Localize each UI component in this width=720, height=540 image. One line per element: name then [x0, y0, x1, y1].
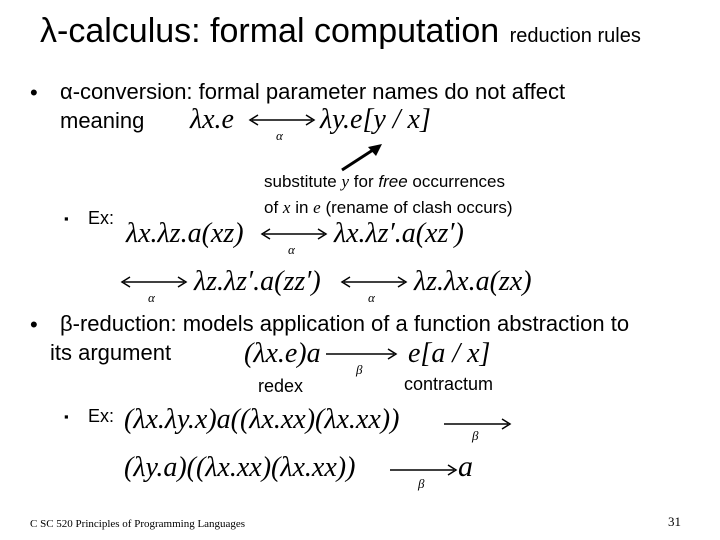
pointer-arrow — [338, 140, 388, 174]
alpha-text-line1: α-conversion: formal parameter names do not affect — [60, 79, 566, 104]
note-text: substitute — [264, 172, 337, 191]
alpha-ex-bullet: ▪ — [64, 211, 69, 226]
beta-ex-arrow1-label: β — [472, 428, 479, 443]
redex-label: redex — [258, 376, 304, 396]
alpha-ex-label: Ex: — [88, 208, 115, 228]
note-var: x — [282, 198, 291, 217]
alpha-ex-arrow1-label: α — [288, 242, 295, 257]
alpha-ex-term3: λz.λz′.a(zz′) — [194, 266, 321, 297]
beta-ex-bullet: ▪ — [64, 409, 69, 424]
alpha-ex-term2: λx.λz′.a(xz′) — [334, 218, 464, 249]
beta-ex-label: Ex: — [88, 406, 115, 426]
page-number: 31 — [668, 514, 681, 529]
beta-rule-rhs: e[a / x] — [408, 338, 491, 369]
alpha-rule-arrow-label: α — [276, 128, 283, 143]
alpha-ex-arrow3-label: α — [368, 290, 375, 305]
beta-bullet: • — [30, 312, 38, 337]
beta-rule-arrow — [322, 346, 402, 362]
beta-text-line2: its argument — [50, 340, 172, 365]
alpha-text-line2: meaning — [60, 108, 145, 133]
alpha-rule-lhs: λx.e — [190, 104, 234, 135]
note-text: occurrences — [412, 172, 505, 191]
slide-title — [40, 12, 641, 51]
note-var: y — [341, 172, 350, 191]
alpha-ex-term4: λz.λx.a(zx) — [414, 266, 532, 297]
title-main: λ-calculus: formal computation — [40, 12, 500, 50]
note-text: of — [264, 198, 279, 217]
alpha-note-line2 — [264, 198, 513, 218]
beta-ex-term2: (λy.a)((λx.xx)(λx.xx)) — [124, 452, 356, 483]
beta-ex-arrow2-label: β — [418, 476, 425, 491]
beta-rule-arrow-label: β — [356, 362, 363, 377]
note-var: e — [313, 198, 321, 217]
beta-rule-lhs: (λx.e)a — [244, 338, 321, 369]
alpha-rule-rhs: λy.e[y / x] — [320, 104, 431, 135]
beta-text-line1: β-reduction: models application of a function abstraction to — [60, 311, 630, 336]
contractum-label: contractum — [404, 374, 494, 394]
footer-course: C SC 520 Principles of Programming Languages — [30, 518, 246, 530]
beta-ex-term3: a — [458, 450, 473, 483]
note-text: for — [353, 172, 374, 191]
title-sub: reduction rules — [509, 25, 641, 47]
alpha-ex-arrow3 — [336, 274, 412, 290]
alpha-rule-arrow — [244, 112, 320, 128]
alpha-ex-arrow2 — [116, 274, 192, 290]
alpha-ex-arrow1 — [256, 226, 332, 242]
beta-ex-term1: (λx.λy.x)a((λx.xx)(λx.xx)) — [124, 404, 400, 435]
alpha-note-line1 — [264, 172, 505, 192]
alpha-ex-term1: λx.λz.a(xz) — [126, 218, 244, 249]
note-text: in — [295, 198, 309, 217]
alpha-bullet: • — [30, 80, 38, 105]
note-emphasis: free — [378, 172, 408, 191]
alpha-ex-arrow2-label: α — [148, 290, 155, 305]
note-text: (rename of clash occurs) — [325, 198, 513, 217]
